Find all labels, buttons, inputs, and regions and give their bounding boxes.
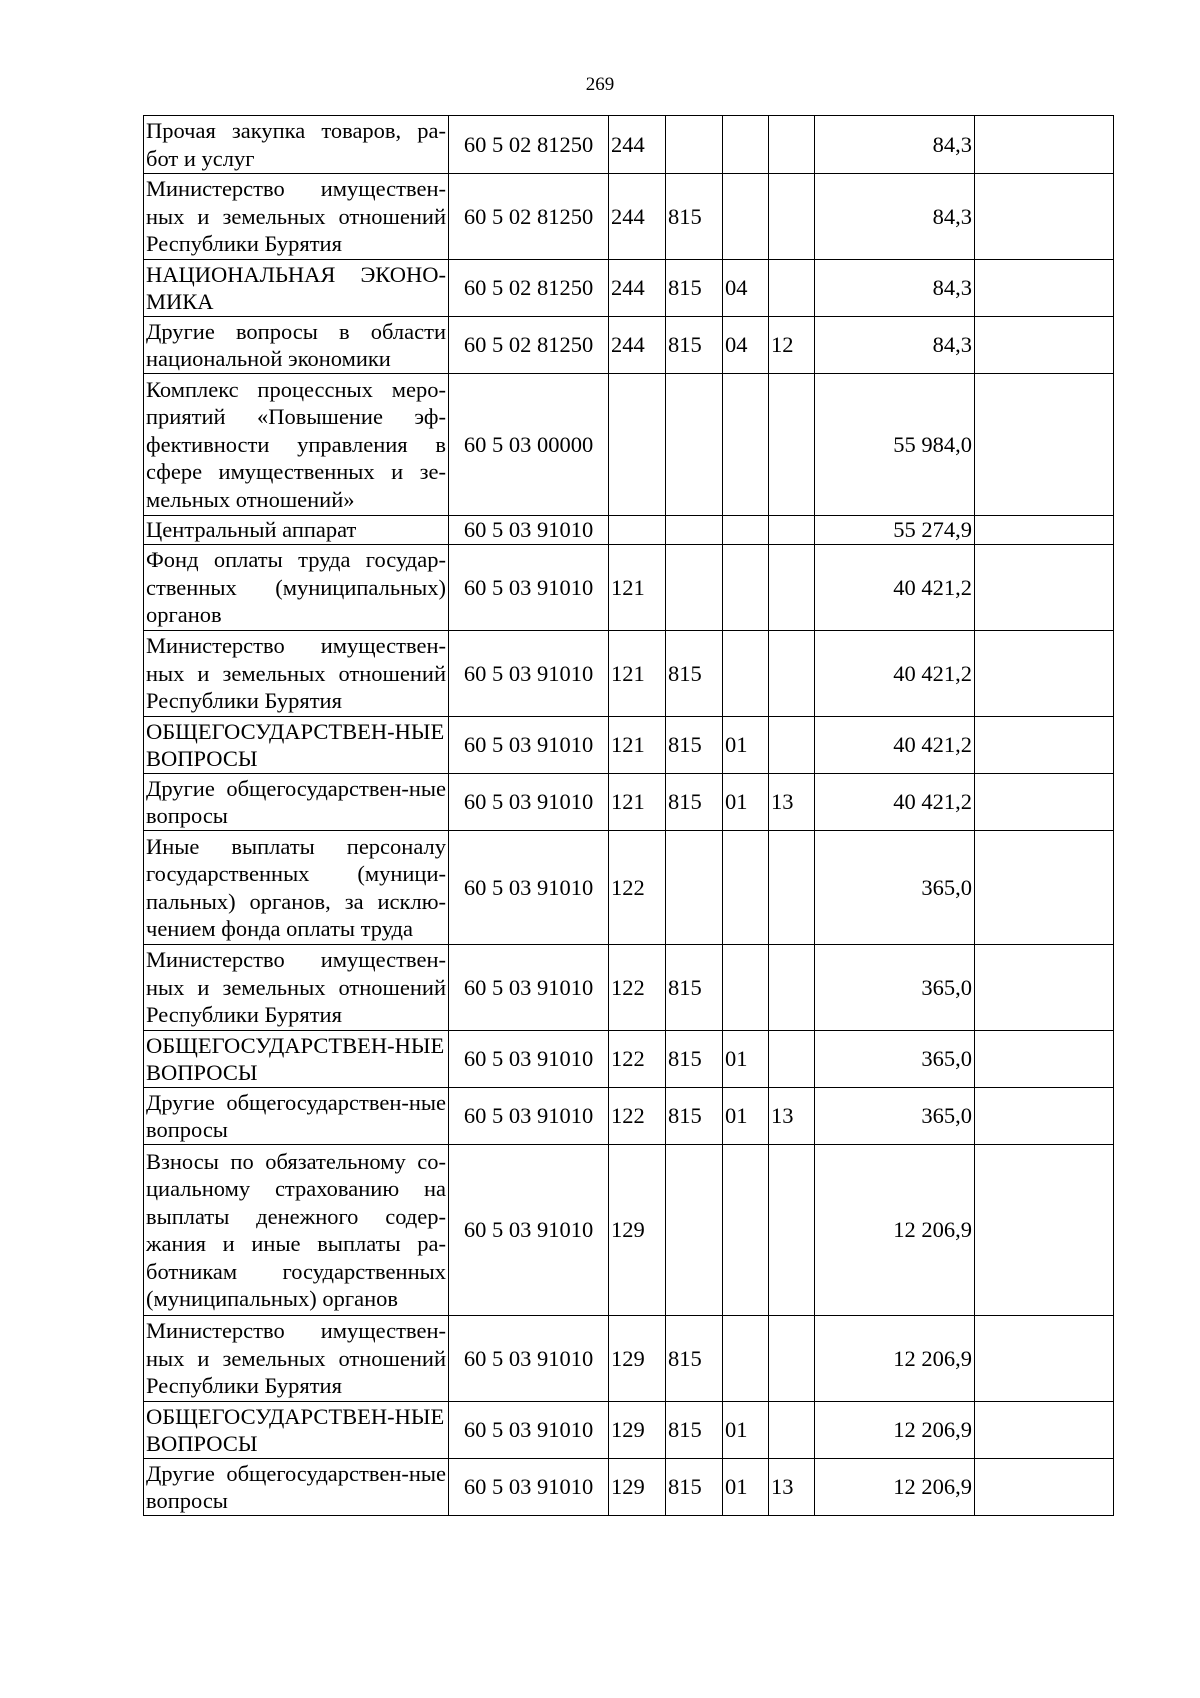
page-number: 269: [585, 74, 615, 95]
ministry-code-cell: [666, 116, 723, 174]
section-cell: 01: [723, 717, 769, 774]
target-code-cell: 60 5 03 91010: [449, 1031, 609, 1088]
expense-type-cell: 129: [609, 1316, 666, 1402]
section-cell: 01: [723, 1031, 769, 1088]
table-row: [144, 174, 1114, 260]
target-code-cell: 60 5 02 81250: [449, 260, 609, 317]
subsection-cell: [769, 945, 815, 1031]
row-name-cell: ОБЩЕГОСУДАРСТВЕН-НЫЕ ВОПРОСЫ: [144, 1402, 449, 1459]
empty-cell: [975, 1402, 1114, 1459]
ministry-code-cell: 815: [666, 174, 723, 260]
subsection-cell: [769, 1316, 815, 1402]
target-code-cell: 60 5 03 00000: [449, 374, 609, 516]
amount-cell: 40 421,2: [815, 774, 975, 831]
empty-cell: [975, 374, 1114, 516]
subsection-cell: [769, 631, 815, 717]
row-name-cell: Министерство имуществен-ных и земельных отношений Республики Бурятия: [144, 945, 449, 1031]
subsection-cell: [769, 1402, 815, 1459]
target-code-cell: 60 5 03 91010: [449, 717, 609, 774]
expense-type-cell: 121: [609, 545, 666, 631]
target-code-cell: 60 5 03 91010: [449, 831, 609, 945]
target-code-cell: 60 5 03 91010: [449, 1316, 609, 1402]
expense-type-cell: [609, 516, 666, 545]
table-row: [144, 945, 1114, 1031]
table-row: [144, 631, 1114, 717]
subsection-cell: [769, 1145, 815, 1316]
empty-cell: [975, 945, 1114, 1031]
ministry-code-cell: [666, 831, 723, 945]
table-row: [144, 1088, 1114, 1145]
empty-cell: [975, 1145, 1114, 1316]
target-code-cell: 60 5 03 91010: [449, 545, 609, 631]
section-cell: [723, 545, 769, 631]
subsection-cell: [769, 116, 815, 174]
expense-type-cell: 121: [609, 774, 666, 831]
empty-cell: [975, 516, 1114, 545]
empty-cell: [975, 317, 1114, 374]
amount-cell: 365,0: [815, 1088, 975, 1145]
row-name-cell: Другие общегосударствен-ные вопросы: [144, 774, 449, 831]
table-row: [144, 831, 1114, 945]
expense-type-cell: 122: [609, 945, 666, 1031]
ministry-code-cell: 815: [666, 945, 723, 1031]
row-name-cell: Центральный аппарат: [144, 516, 449, 545]
section-cell: 01: [723, 1459, 769, 1516]
row-name-cell: Иные выплаты персоналу государственных (муници-пальных) органов, за исклю-чением фонда оплаты труда: [144, 831, 449, 945]
expense-type-cell: 244: [609, 116, 666, 174]
subsection-cell: [769, 1031, 815, 1088]
section-cell: [723, 1145, 769, 1316]
expense-type-cell: 244: [609, 174, 666, 260]
table-row: [144, 1459, 1114, 1516]
row-name-cell: ОБЩЕГОСУДАРСТВЕН-НЫЕ ВОПРОСЫ: [144, 717, 449, 774]
amount-cell: 84,3: [815, 260, 975, 317]
amount-cell: 365,0: [815, 945, 975, 1031]
row-name-cell: Комплекс процессных меро-приятий «Повышение эф-фективности управления в сфере имущественных и зе-мельных отношений»: [144, 374, 449, 516]
ministry-code-cell: 815: [666, 1402, 723, 1459]
budget-table: [143, 115, 1114, 1516]
section-cell: 04: [723, 260, 769, 317]
table-row: [144, 545, 1114, 631]
ministry-code-cell: 815: [666, 631, 723, 717]
amount-cell: 12 206,9: [815, 1145, 975, 1316]
amount-cell: 84,3: [815, 116, 975, 174]
empty-cell: [975, 174, 1114, 260]
subsection-cell: [769, 545, 815, 631]
amount-cell: 55 274,9: [815, 516, 975, 545]
table-row: [144, 1316, 1114, 1402]
subsection-cell: [769, 717, 815, 774]
subsection-cell: 13: [769, 1459, 815, 1516]
section-cell: 01: [723, 1402, 769, 1459]
amount-cell: 40 421,2: [815, 717, 975, 774]
expense-type-cell: 129: [609, 1145, 666, 1316]
table-row: [144, 260, 1114, 317]
target-code-cell: 60 5 03 91010: [449, 631, 609, 717]
budget-table-body: [144, 116, 1114, 1516]
subsection-cell: 13: [769, 1088, 815, 1145]
empty-cell: [975, 1459, 1114, 1516]
ministry-code-cell: [666, 374, 723, 516]
expense-type-cell: 244: [609, 317, 666, 374]
ministry-code-cell: 815: [666, 317, 723, 374]
ministry-code-cell: [666, 545, 723, 631]
target-code-cell: 60 5 02 81250: [449, 317, 609, 374]
expense-type-cell: [609, 374, 666, 516]
section-cell: [723, 945, 769, 1031]
table-row: [144, 717, 1114, 774]
row-name-cell: НАЦИОНАЛЬНАЯ ЭКОНО-МИКА: [144, 260, 449, 317]
row-name-cell: Министерство имуществен-ных и земельных отношений Республики Бурятия: [144, 1316, 449, 1402]
section-cell: 01: [723, 774, 769, 831]
expense-type-cell: 121: [609, 631, 666, 717]
ministry-code-cell: 815: [666, 1088, 723, 1145]
target-code-cell: 60 5 03 91010: [449, 516, 609, 545]
expense-type-cell: 129: [609, 1459, 666, 1516]
ministry-code-cell: [666, 516, 723, 545]
target-code-cell: 60 5 02 81250: [449, 174, 609, 260]
empty-cell: [975, 631, 1114, 717]
section-cell: 04: [723, 317, 769, 374]
target-code-cell: 60 5 03 91010: [449, 774, 609, 831]
expense-type-cell: 244: [609, 260, 666, 317]
target-code-cell: 60 5 02 81250: [449, 116, 609, 174]
target-code-cell: 60 5 03 91010: [449, 945, 609, 1031]
empty-cell: [975, 831, 1114, 945]
amount-cell: 12 206,9: [815, 1316, 975, 1402]
ministry-code-cell: 815: [666, 1459, 723, 1516]
table-row: [144, 774, 1114, 831]
ministry-code-cell: 815: [666, 774, 723, 831]
target-code-cell: 60 5 03 91010: [449, 1088, 609, 1145]
section-cell: [723, 831, 769, 945]
section-cell: 01: [723, 1088, 769, 1145]
table-row: [144, 317, 1114, 374]
expense-type-cell: 122: [609, 831, 666, 945]
empty-cell: [975, 116, 1114, 174]
amount-cell: 84,3: [815, 317, 975, 374]
row-name-cell: Взносы по обязательному со-циальному страхованию на выплаты денежного содер-жания и иные выплаты ра-ботникам государственных (муниципальных) органов: [144, 1145, 449, 1316]
ministry-code-cell: [666, 1145, 723, 1316]
ministry-code-cell: 815: [666, 1316, 723, 1402]
target-code-cell: 60 5 03 91010: [449, 1145, 609, 1316]
empty-cell: [975, 1316, 1114, 1402]
expense-type-cell: 122: [609, 1031, 666, 1088]
row-name-cell: Другие вопросы в области национальной экономики: [144, 317, 449, 374]
expense-type-cell: 122: [609, 1088, 666, 1145]
subsection-cell: [769, 174, 815, 260]
ministry-code-cell: 815: [666, 717, 723, 774]
amount-cell: 40 421,2: [815, 545, 975, 631]
table-row: [144, 516, 1114, 545]
row-name-cell: Фонд оплаты труда государ-ственных (муниципальных) органов: [144, 545, 449, 631]
table-row: [144, 1145, 1114, 1316]
empty-cell: [975, 774, 1114, 831]
empty-cell: [975, 260, 1114, 317]
amount-cell: 84,3: [815, 174, 975, 260]
amount-cell: 55 984,0: [815, 374, 975, 516]
empty-cell: [975, 1031, 1114, 1088]
section-cell: [723, 174, 769, 260]
subsection-cell: [769, 374, 815, 516]
subsection-cell: [769, 516, 815, 545]
table-row: [144, 1031, 1114, 1088]
subsection-cell: [769, 260, 815, 317]
section-cell: [723, 374, 769, 516]
ministry-code-cell: 815: [666, 260, 723, 317]
target-code-cell: 60 5 03 91010: [449, 1459, 609, 1516]
row-name-cell: Прочая закупка товаров, ра-бот и услуг: [144, 116, 449, 174]
section-cell: [723, 631, 769, 717]
row-name-cell: Другие общегосударствен-ные вопросы: [144, 1459, 449, 1516]
amount-cell: 365,0: [815, 1031, 975, 1088]
subsection-cell: 12: [769, 317, 815, 374]
amount-cell: 365,0: [815, 831, 975, 945]
empty-cell: [975, 545, 1114, 631]
section-cell: [723, 116, 769, 174]
expense-type-cell: 129: [609, 1402, 666, 1459]
target-code-cell: 60 5 03 91010: [449, 1402, 609, 1459]
amount-cell: 12 206,9: [815, 1402, 975, 1459]
row-name-cell: Министерство имуществен-ных и земельных отношений Республики Бурятия: [144, 631, 449, 717]
amount-cell: 40 421,2: [815, 631, 975, 717]
table-row: [144, 374, 1114, 516]
row-name-cell: Министерство имуществен-ных и земельных отношений Республики Бурятия: [144, 174, 449, 260]
subsection-cell: 13: [769, 774, 815, 831]
empty-cell: [975, 717, 1114, 774]
section-cell: [723, 1316, 769, 1402]
ministry-code-cell: 815: [666, 1031, 723, 1088]
table-row: [144, 1402, 1114, 1459]
row-name-cell: ОБЩЕГОСУДАРСТВЕН-НЫЕ ВОПРОСЫ: [144, 1031, 449, 1088]
empty-cell: [975, 1088, 1114, 1145]
subsection-cell: [769, 831, 815, 945]
section-cell: [723, 516, 769, 545]
expense-type-cell: 121: [609, 717, 666, 774]
row-name-cell: Другие общегосударствен-ные вопросы: [144, 1088, 449, 1145]
amount-cell: 12 206,9: [815, 1459, 975, 1516]
table-row: [144, 116, 1114, 174]
